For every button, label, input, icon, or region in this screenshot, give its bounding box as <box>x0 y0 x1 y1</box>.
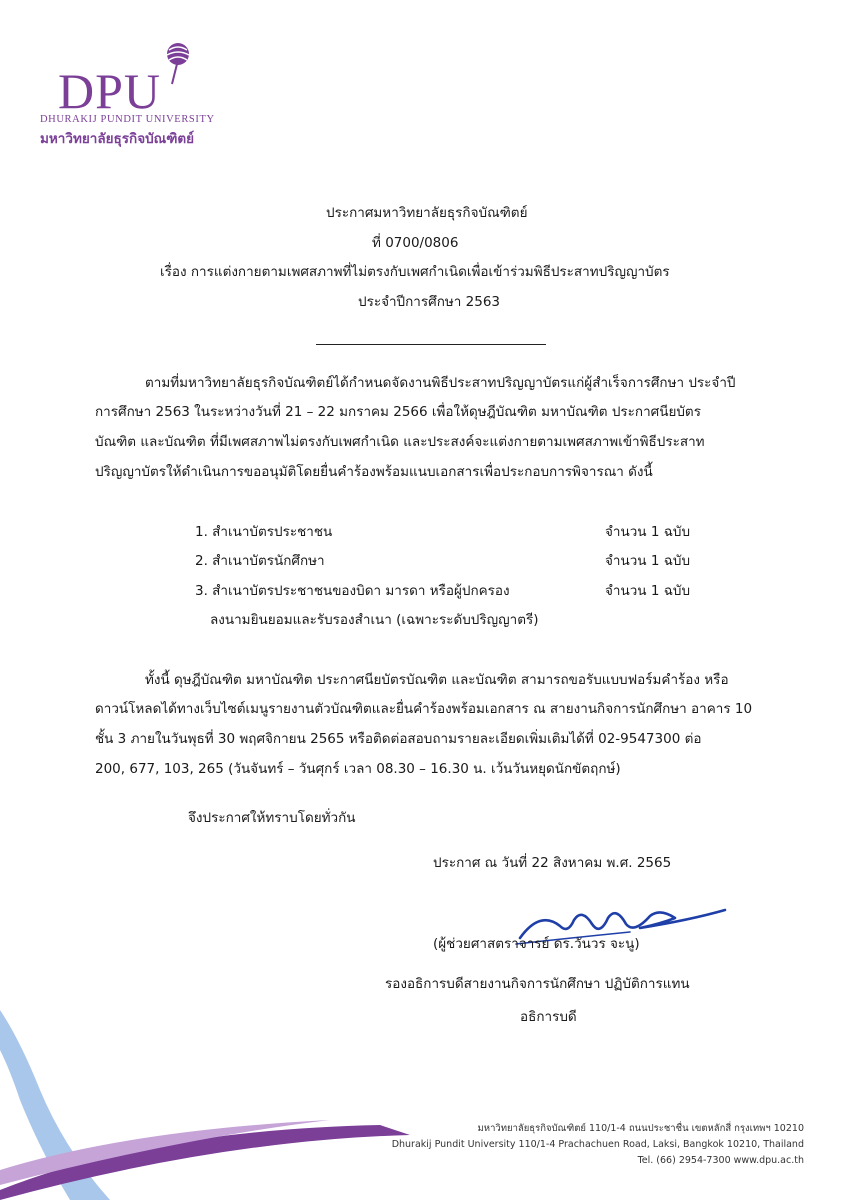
signatory-title: อธิการบดี <box>520 1009 577 1025</box>
list-item-qty: จำนวน 1 ฉบับ <box>605 553 691 569</box>
signatory-name: (ผู้ช่วยศาสตราจารย์ ดร.วันวร จะนู) <box>433 936 640 952</box>
signatory-position: รองอธิการบดีสายงานกิจการนักศึกษา ปฏิบัติการแทน <box>385 976 690 992</box>
para1-line: บัณฑิต และบัณฑิต ที่มีเพศสภาพไม่ตรงกับเพศกำเนิด และประสงค์จะแต่งกายตามเพศสภาพเข้าพิธีประสาท <box>95 434 705 450</box>
closing-statement: จึงประกาศให้ทราบโดยทั่วกัน <box>188 810 356 826</box>
header-divider <box>316 344 546 345</box>
list-item: 3. สำเนาบัตรประชาชนของบิดา มารดา หรือผู้ปกครอง <box>195 583 510 599</box>
announcement-title: ประกาศมหาวิทยาลัยธุรกิจบัณฑิตย์ <box>326 205 528 221</box>
footer-thai-address: มหาวิทยาลัยธุรกิจบัณฑิตย์ 110/1-4 ถนนประชาชื่น เขตหลักสี่ กรุงเทพฯ 10210 <box>477 1123 804 1134</box>
para1-line: การศึกษา 2563 ในระหว่างวันที่ 21 – 22 มกราคม 2566 เพื่อให้ดุษฎีบัณฑิต มหาบัณฑิต ประกาศนียบัตร <box>95 404 701 420</box>
para1-line: ปริญญาบัตรให้ดำเนินการขออนุมัติโดยยื่นคำร้องพร้อมแนบเอกสารเพื่อประกอบการพิจารณา ดังนี้ <box>95 464 653 480</box>
decorative-ribbon <box>0 980 420 1200</box>
list-item-qty: จำนวน 1 ฉบับ <box>605 524 691 540</box>
logo-thai-name: มหาวิทยาลัยธุรกิจบัณฑิตย์ <box>40 131 195 147</box>
list-item: 1. สำเนาบัตรประชาชน <box>195 524 333 540</box>
logo-wordmark: DPU <box>58 63 162 119</box>
dpu-logo-mark <box>150 40 290 100</box>
para2-line: ชั้น 3 ภายในวันพุธที่ 30 พฤศจิกายน 2565 หรือติดต่อสอบถามรายละเอียดเพิ่มเติมได้ที่ 02-9547300 ต่อ <box>95 731 702 747</box>
footer <box>392 1121 804 1169</box>
academic-year: ประจำปีการศึกษา 2563 <box>358 294 501 310</box>
list-item-note: ลงนามยินยอมและรับรองสำเนา (เฉพาะระดับปริญญาตรี) <box>210 612 539 628</box>
para1-line: ตามที่มหาวิทยาลัยธุรกิจบัณฑิตย์ได้กำหนดจัดงานพิธีประสาทปริญญาบัตรแก่ผู้สำเร็จการศึกษา ประจำปี <box>145 375 736 391</box>
list-item: 2. สำเนาบัตรนักศึกษา <box>195 553 325 569</box>
footer-english-address: Dhurakij Pundit University 110/1-4 Prachachuen Road, Laksi, Bangkok 10210, Thailand <box>391 1139 804 1150</box>
list-item-qty: จำนวน 1 ฉบับ <box>605 583 691 599</box>
para2-line: ทั้งนี้ ดุษฎีบัณฑิต มหาบัณฑิต ประกาศนียบัตรบัณฑิต และบัณฑิต สามารถขอรับแบบฟอร์มคำร้อง หรือ <box>145 672 729 688</box>
announcement-subject: เรื่อง การแต่งกายตามเพศสภาพที่ไม่ตรงกับเพศกำเนิดเพื่อเข้าร่วมพิธีประสาทปริญญาบัตร <box>160 264 670 280</box>
para2-line: ดาวน์โหลดได้ทางเว็บไซต์เมนูรายงานตัวบัณฑิตและยื่นคำร้องพร้อมเอกสาร ณ สายงานกิจการนักศึกษา อาคาร 10 <box>95 701 753 717</box>
footer-contact: Tel. (66) 2954-7300 www.dpu.ac.th <box>637 1155 804 1166</box>
para2-line: 200, 677, 103, 265 (วันจันทร์ – วันศุกร์ เวลา 08.30 – 16.30 น. เว้นวันหยุดนักขัตฤกษ์) <box>95 761 621 777</box>
announcement-date: ประกาศ ณ วันที่ 22 สิงหาคม พ.ศ. 2565 <box>433 855 672 871</box>
announcement-number: ที่ 0700/0806 <box>372 235 459 251</box>
logo-english-name: DHURAKIJ PUNDIT UNIVERSITY <box>40 114 215 125</box>
